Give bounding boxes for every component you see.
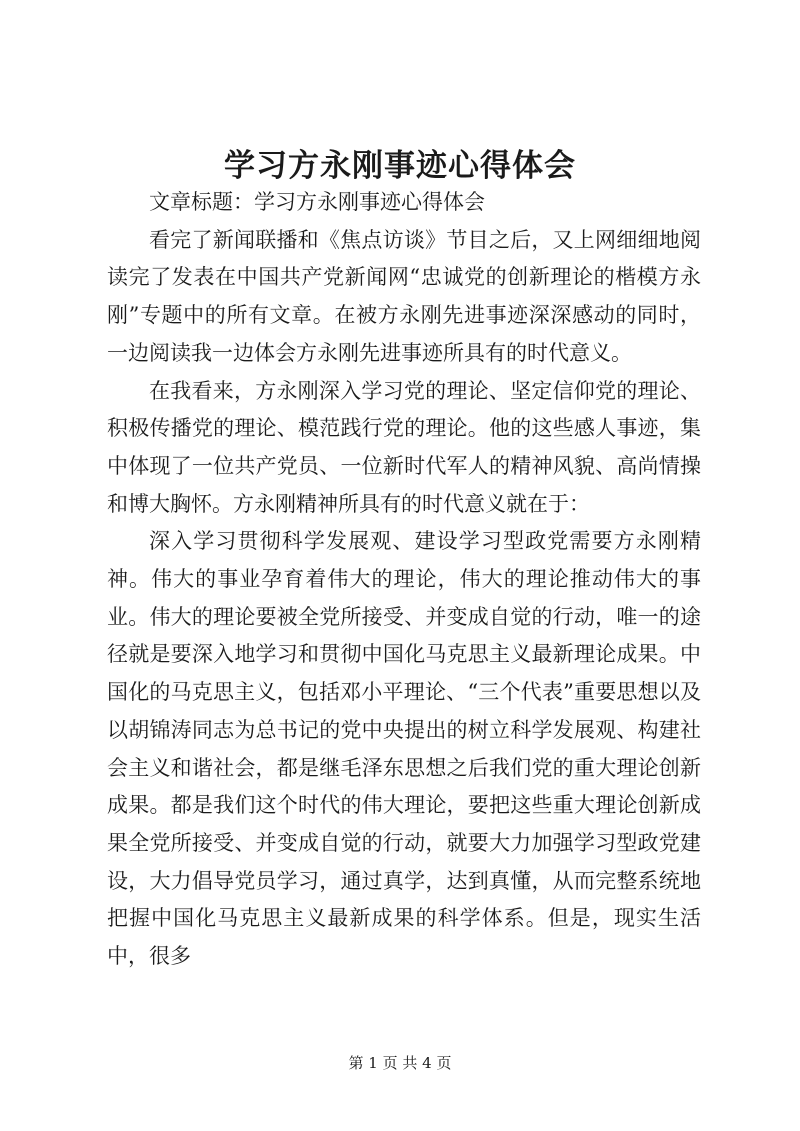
paragraph-article-title: 文章标题：学习方永刚事迹心得体会 [149,190,485,214]
paragraph: 在我看来，方永刚深入学习党的理论、坚定信仰党的理论、积极传播党的理论、模范践行党的理论。他的这些感人事迹，集中体现了一位共产党员、一位新时代军人的精神风貌、高尚情操和博大胸怀。方永刚精神所具有的时代意义就在于： [107,378,701,516]
paragraph: 深入学习贯彻科学发展观、建设学习型政党需要方永刚精神。伟大的事业孕育着伟大的理论，伟大的理论推动伟大的事业。伟大的理论要被全党所接受、并变成自觉的行动，唯一的途径就是要深入地学习和贯彻中国化马克思主义最新理论成果。中国化的马克思主义，包括邓小平理论、“三个代表”重要思想以及以胡锦涛同志为总书记的党中央提出的树立科学发展观、构建社会主义和谐社会，都是继毛泽东思想之后我们党的重大理论创新成果。都是我们这个时代的伟大理论，要把这些重大理论创新成果全党所接受、并变成自觉的行动，就要大力加强学习型政党建设，大力倡导党员学习，通过真学，达到真懂，从而完整系统地把握中国化马克思主义最新成果的科学体系。但是，现实生活中，很多 [107,529,701,969]
page-number-footer: 第 1 页 共 4 页 [348,1054,452,1072]
document-body [107,184,701,976]
paragraph: 看完了新闻联播和《焦点访谈》节目之后，又上网细细地阅读完了发表在中国共产党新闻网“忠诚党的创新理论的楷模方永刚”专题中的所有文章。在被方永刚先进事迹深深感动的同时，一边阅读我一边体会方永刚先进事迹所具有的时代意义。 [107,227,701,365]
page-title: 学习方永刚事迹心得体会 [224,148,576,184]
